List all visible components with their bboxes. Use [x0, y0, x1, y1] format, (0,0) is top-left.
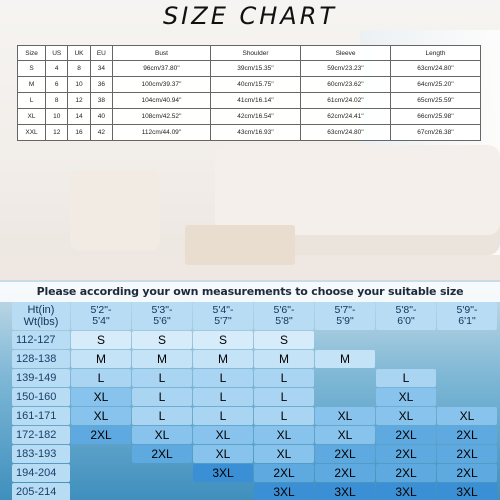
measurement-cell: XXL — [18, 125, 46, 141]
size-recommendation-cell: XL — [254, 445, 314, 463]
measurement-cell: 4 — [46, 61, 68, 77]
measurement-cell: 6 — [46, 77, 68, 93]
size-recommendation-cell: L — [132, 388, 192, 406]
height-range-from: 5'9"- — [456, 304, 478, 316]
measurement-cell: XL — [18, 109, 46, 125]
size-recommendation-cell: 2XL — [437, 426, 497, 444]
height-range-to: 6'1" — [458, 315, 476, 327]
size-recommendation-cell: M — [315, 350, 375, 368]
size-recommendation-cell: L — [132, 407, 192, 425]
measurement-cell: 61cm/24.02'' — [301, 93, 391, 109]
measurement-cell: 64cm/25.20'' — [391, 77, 481, 93]
header-uk: UK — [68, 46, 90, 61]
height-range-header — [315, 302, 375, 330]
header-bust: Bust — [113, 46, 211, 61]
measurement-cell: 60cm/23.62'' — [301, 77, 391, 93]
size-recommendation-cell: 3XL — [376, 483, 436, 500]
header-size: Size — [18, 46, 46, 61]
size-recommendation-cell: L — [376, 369, 436, 387]
size-recommendation-cell: 2XL — [376, 426, 436, 444]
weight-range-label: 172-182 — [12, 426, 70, 444]
measurement-cell: 12 — [46, 125, 68, 141]
size-recommendation-cell: S — [132, 331, 192, 349]
height-range-from: 5'3"- — [151, 304, 173, 316]
size-recommendation-cell: S — [193, 331, 253, 349]
size-recommendation-cell: 2XL — [376, 445, 436, 463]
size-recommendation-cell: 3XL — [315, 483, 375, 500]
size-recommendation-cell: 3XL — [254, 483, 314, 500]
measurement-cell: 104cm/40.94'' — [113, 93, 211, 109]
size-recommendation-cell: S — [254, 331, 314, 349]
weight-range-label: 128-138 — [12, 350, 70, 368]
size-recommendation-cell: 2XL — [437, 445, 497, 463]
height-range-header — [254, 302, 314, 330]
size-recommendation-cell: L — [132, 369, 192, 387]
size-recommendation-cell: L — [193, 407, 253, 425]
size-recommendation-cell: 2XL — [437, 464, 497, 482]
height-range-header — [376, 302, 436, 330]
height-range-from: 5'8"- — [395, 304, 417, 316]
measurement-cell: 8 — [46, 93, 68, 109]
measurement-cell: 42 — [90, 125, 112, 141]
size-recommendation-cell: L — [193, 388, 253, 406]
measurement-cell: M — [18, 77, 46, 93]
measurement-cell: 100cm/39.37'' — [113, 77, 211, 93]
size-recommendation-cell: XL — [437, 407, 497, 425]
height-range-from: 5'2"- — [90, 304, 112, 316]
header-eu: EU — [90, 46, 112, 61]
measurement-cell: 40cm/15.75'' — [211, 77, 301, 93]
size-recommendation-cell: L — [193, 369, 253, 387]
size-recommendation-cell: M — [254, 350, 314, 368]
measurement-cell: 63cm/24.80'' — [301, 125, 391, 141]
size-recommendation-cell: 3XL — [437, 483, 497, 500]
size-recommendation-cell: XL — [254, 426, 314, 444]
measurement-cell: 36 — [90, 77, 112, 93]
height-range-header — [132, 302, 192, 330]
measurement-cell: 12 — [68, 93, 90, 109]
weight-range-label: 205-214 — [12, 483, 70, 500]
size-recommendation-cell: L — [254, 369, 314, 387]
measurement-cell: 59cm/23.23'' — [301, 61, 391, 77]
size-recommendation-cell: XL — [132, 426, 192, 444]
size-recommendation-cell: XL — [315, 426, 375, 444]
instruction-text: Please according your own measurements to choose your suitable size — [0, 282, 500, 302]
measurement-cell: 108cm/42.52'' — [113, 109, 211, 125]
header-us: US — [46, 46, 68, 61]
measurement-cell: 14 — [68, 109, 90, 125]
page-title: SIZE CHART — [162, 2, 338, 30]
header-length: Length — [391, 46, 481, 61]
measurement-cell: 40 — [90, 109, 112, 125]
size-recommendation-cell: 2XL — [71, 426, 131, 444]
measurement-cell: 67cm/26.38'' — [391, 125, 481, 141]
weight-range-label: 112-127 — [12, 331, 70, 349]
weight-range-label: 139-149 — [12, 369, 70, 387]
size-recommendation-cell: 2XL — [376, 464, 436, 482]
weight-range-label: 150-160 — [12, 388, 70, 406]
header-shoulder: Shoulder — [211, 46, 301, 61]
measurement-cell: 63cm/24.80'' — [391, 61, 481, 77]
measurement-cell: L — [18, 93, 46, 109]
size-recommendation-cell: 3XL — [193, 464, 253, 482]
size-recommendation-cell: XL — [376, 407, 436, 425]
size-recommendation-cell: XL — [376, 388, 436, 406]
height-range-to: 5'4" — [92, 315, 110, 327]
measurement-cell: 10 — [68, 77, 90, 93]
size-recommendation-cell: XL — [315, 407, 375, 425]
height-range-header — [193, 302, 253, 330]
measurement-cell: 39cm/15.35'' — [211, 61, 301, 77]
weight-range-label: 161-171 — [12, 407, 70, 425]
measurement-cell: 62cm/24.41'' — [301, 109, 391, 125]
measurement-cell: 42cm/16.54'' — [211, 109, 301, 125]
measurement-cell: 66cm/25.98'' — [391, 109, 481, 125]
size-recommendation-cell: L — [254, 407, 314, 425]
size-recommendation-cell: XL — [193, 426, 253, 444]
size-recommendation-cell: M — [71, 350, 131, 368]
height-range-header — [437, 302, 497, 330]
size-recommendation-cell: L — [254, 388, 314, 406]
measurement-cell: S — [18, 61, 46, 77]
height-range-to: 5'7" — [214, 315, 232, 327]
height-unit-label: Ht(in) — [27, 304, 55, 316]
size-recommendation-cell: L — [71, 369, 131, 387]
size-recommendation-cell: S — [71, 331, 131, 349]
measurement-cell: 16 — [68, 125, 90, 141]
measurement-cell: 112cm/44.09'' — [113, 125, 211, 141]
height-range-from: 5'7"- — [334, 304, 356, 316]
height-range-from: 5'6"- — [273, 304, 295, 316]
size-recommendation-cell: M — [193, 350, 253, 368]
weight-unit-label: Wt(lbs) — [23, 316, 59, 328]
size-recommendation-cell: XL — [193, 445, 253, 463]
corner-header — [12, 302, 70, 330]
measurement-cell: 96cm/37.80'' — [113, 61, 211, 77]
height-range-header — [71, 302, 131, 330]
size-recommendation-cell: XL — [71, 407, 131, 425]
measurement-cell: 34 — [90, 61, 112, 77]
size-recommendation-cell: 2XL — [315, 464, 375, 482]
measurement-cell: 43cm/16.93'' — [211, 125, 301, 141]
size-recommendation-cell: XL — [71, 388, 131, 406]
size-recommendation-cell: 2XL — [315, 445, 375, 463]
size-recommendation-cell: M — [132, 350, 192, 368]
height-range-to: 5'9" — [336, 315, 354, 327]
measurement-cell: 38 — [90, 93, 112, 109]
height-range-to: 5'8" — [275, 315, 293, 327]
measurement-cell: 65cm/25.59'' — [391, 93, 481, 109]
measurement-cell: 10 — [46, 109, 68, 125]
header-sleeve: Sleeve — [301, 46, 391, 61]
weight-range-label: 183-193 — [12, 445, 70, 463]
height-range-to: 6'0" — [397, 315, 415, 327]
size-recommendation-cell: 2XL — [132, 445, 192, 463]
size-recommendation-cell: 2XL — [254, 464, 314, 482]
height-range-to: 5'6" — [153, 315, 171, 327]
measurement-cell: 8 — [68, 61, 90, 77]
weight-range-label: 194-204 — [12, 464, 70, 482]
height-range-from: 5'4"- — [212, 304, 234, 316]
measurement-cell: 41cm/16.14'' — [211, 93, 301, 109]
